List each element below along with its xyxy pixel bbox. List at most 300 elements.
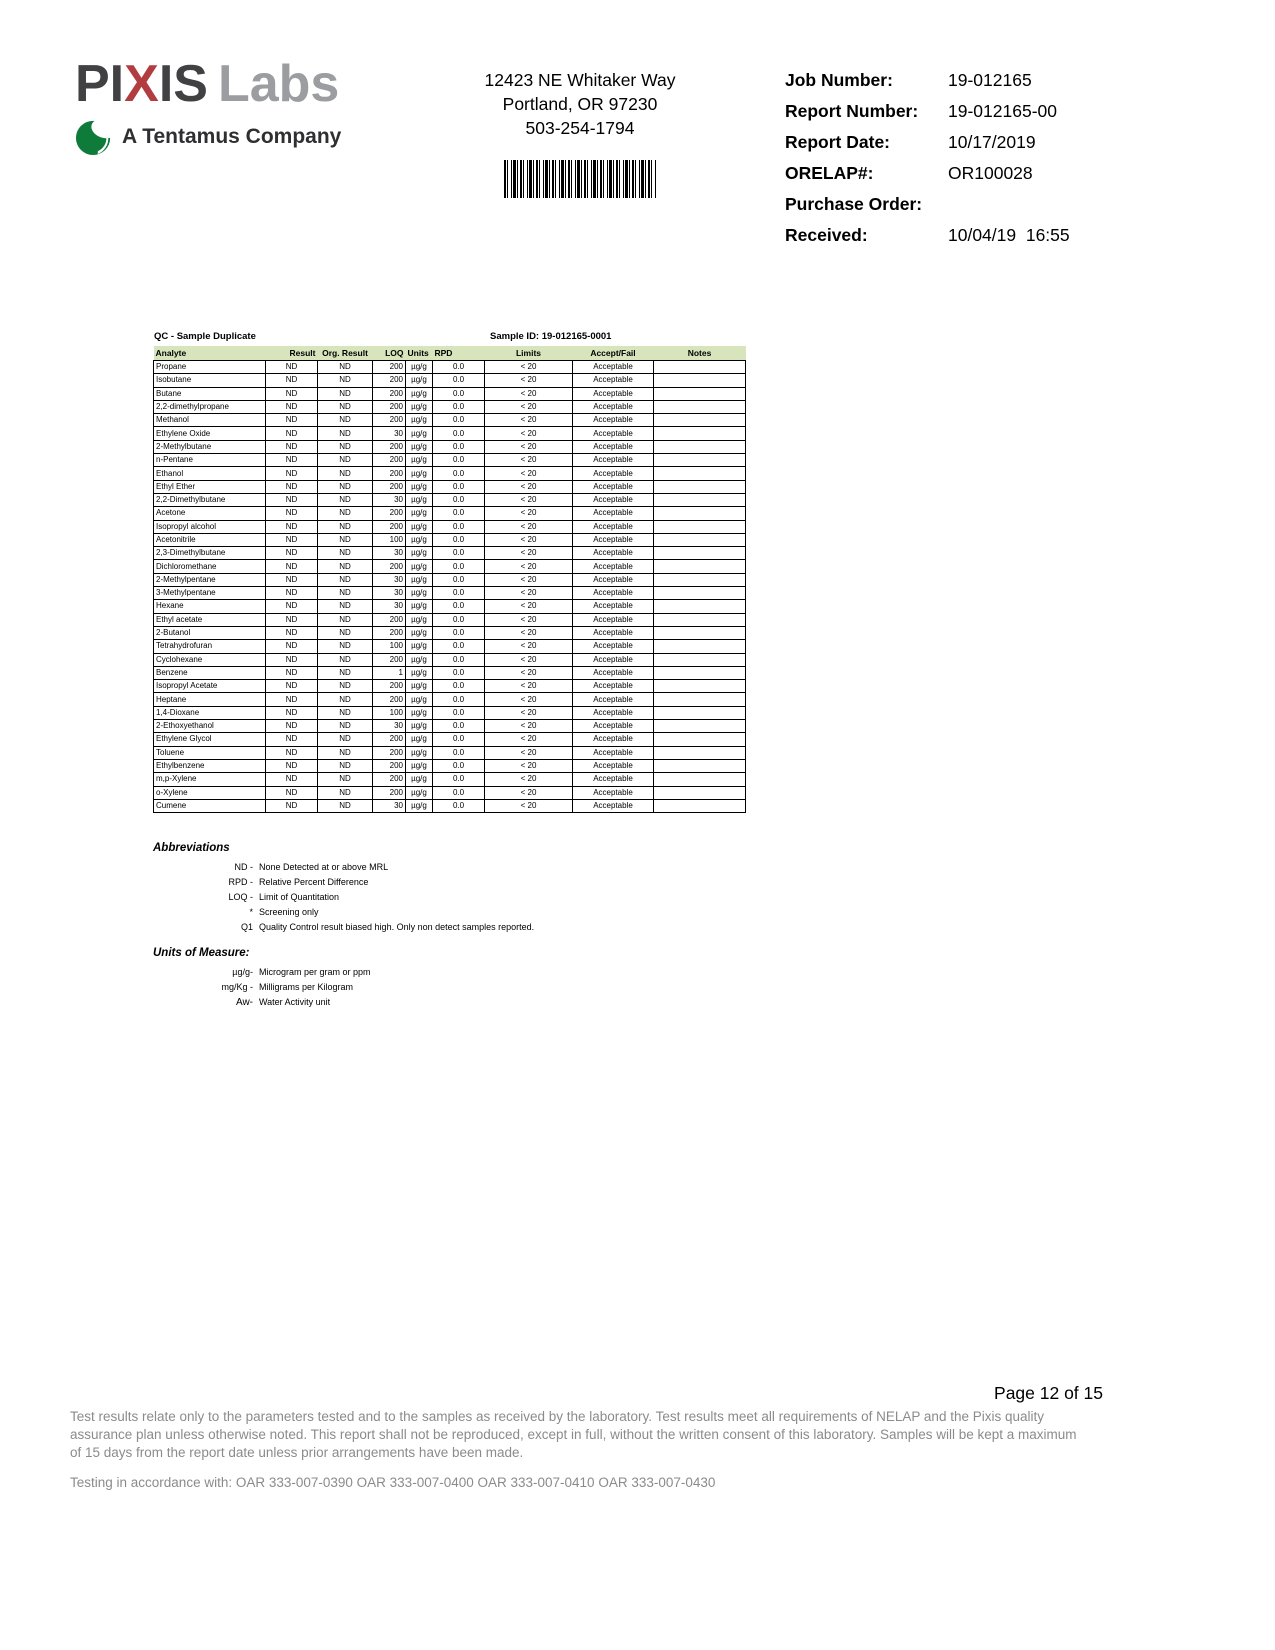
limits-cell: < 20 xyxy=(485,746,573,759)
qc-table-row xyxy=(154,547,746,560)
analyte-cell: Acetone xyxy=(154,507,266,520)
accept-fail-cell: Acceptable xyxy=(573,414,654,427)
accept-fail-cell: Acceptable xyxy=(573,427,654,440)
notes-cell xyxy=(654,680,746,693)
received-label: Received: xyxy=(785,225,868,245)
loq-cell: 200 xyxy=(373,387,406,400)
analyte-cell: 2-Ethoxyethanol xyxy=(154,720,266,733)
uom-mgkg-key: mg/Kg - xyxy=(221,982,253,992)
org-result-cell: ND xyxy=(318,374,373,387)
address-line1: 12423 NE Whitaker Way xyxy=(484,70,676,90)
limits-cell: < 20 xyxy=(485,626,573,639)
org-result-cell: ND xyxy=(318,706,373,719)
col-notes: Notes xyxy=(654,346,746,361)
analyte-cell: Isopropyl alcohol xyxy=(154,520,266,533)
accept-fail-cell: Acceptable xyxy=(573,480,654,493)
qc-table-row xyxy=(154,533,746,546)
limits-cell: < 20 xyxy=(485,640,573,653)
limits-cell: < 20 xyxy=(485,467,573,480)
units-cell: µg/g xyxy=(406,361,433,374)
qc-table-row xyxy=(154,493,746,506)
analyte-cell: Ethylbenzene xyxy=(154,759,266,772)
units-cell: µg/g xyxy=(406,733,433,746)
qc-table-row xyxy=(154,706,746,719)
units-cell: µg/g xyxy=(406,533,433,546)
abbr-nd-text: None Detected at or above MRL xyxy=(259,862,389,872)
org-result-cell: ND xyxy=(318,520,373,533)
org-result-cell: ND xyxy=(318,799,373,812)
units-cell: µg/g xyxy=(406,427,433,440)
result-cell: ND xyxy=(266,759,318,772)
result-cell: ND xyxy=(266,507,318,520)
accept-fail-cell: Acceptable xyxy=(573,680,654,693)
notes-cell xyxy=(654,533,746,546)
analyte-cell: 2-Butanol xyxy=(154,626,266,639)
loq-cell: 200 xyxy=(373,400,406,413)
rpd-cell: 0.0 xyxy=(433,454,485,467)
accept-fail-cell: Acceptable xyxy=(573,520,654,533)
loq-cell: 30 xyxy=(373,427,406,440)
limits-cell: < 20 xyxy=(485,613,573,626)
org-result-cell: ND xyxy=(318,666,373,679)
report-date-value: 10/17/2019 xyxy=(948,132,1036,152)
units-cell: µg/g xyxy=(406,507,433,520)
result-cell: ND xyxy=(266,733,318,746)
job-number-label: Job Number: xyxy=(785,70,893,90)
units-cell: µg/g xyxy=(406,759,433,772)
abbreviations-section xyxy=(153,842,534,938)
notes-cell xyxy=(654,640,746,653)
notes-cell xyxy=(654,374,746,387)
accept-fail-cell: Acceptable xyxy=(573,573,654,586)
notes-cell xyxy=(654,387,746,400)
lab-phone: 503-254-1794 xyxy=(525,118,635,138)
units-cell: µg/g xyxy=(406,773,433,786)
qc-sample-duplicate-section xyxy=(153,330,745,813)
qc-table-row xyxy=(154,626,746,639)
loq-cell: 30 xyxy=(373,799,406,812)
rpd-cell: 0.0 xyxy=(433,374,485,387)
rpd-cell: 0.0 xyxy=(433,773,485,786)
qc-table-row xyxy=(154,414,746,427)
loq-cell: 30 xyxy=(373,600,406,613)
result-cell: ND xyxy=(266,467,318,480)
units-cell: µg/g xyxy=(406,653,433,666)
qc-table-row xyxy=(154,640,746,653)
notes-cell xyxy=(654,454,746,467)
rpd-cell: 0.0 xyxy=(433,573,485,586)
limits-cell: < 20 xyxy=(485,587,573,600)
notes-cell xyxy=(654,414,746,427)
result-cell: ND xyxy=(266,693,318,706)
testing-accordance-text: Testing in accordance with: OAR 333-007-0390 OAR 333-007-0400 OAR 333-007-0410 OAR 333-007-0430 xyxy=(70,1475,716,1490)
notes-cell xyxy=(654,759,746,772)
qc-table-row xyxy=(154,613,746,626)
org-result-cell: ND xyxy=(318,786,373,799)
uom-aw-key: Aw- xyxy=(235,997,253,1008)
result-cell: ND xyxy=(266,600,318,613)
accept-fail-cell: Acceptable xyxy=(573,454,654,467)
accept-fail-cell: Acceptable xyxy=(573,720,654,733)
notes-cell xyxy=(654,733,746,746)
org-result-cell: ND xyxy=(318,773,373,786)
rpd-cell: 0.0 xyxy=(433,547,485,560)
units-cell: µg/g xyxy=(406,493,433,506)
limits-cell: < 20 xyxy=(485,560,573,573)
result-cell: ND xyxy=(266,773,318,786)
analyte-cell: m,p-Xylene xyxy=(154,773,266,786)
org-result-cell: ND xyxy=(318,600,373,613)
units-of-measure-section xyxy=(153,947,371,1013)
analyte-cell: Methanol xyxy=(154,414,266,427)
rpd-cell: 0.0 xyxy=(433,640,485,653)
result-cell: ND xyxy=(266,666,318,679)
limits-cell: < 20 xyxy=(485,666,573,679)
limits-cell: < 20 xyxy=(485,547,573,560)
limits-cell: < 20 xyxy=(485,400,573,413)
notes-cell xyxy=(654,493,746,506)
accept-fail-cell: Acceptable xyxy=(573,440,654,453)
analyte-cell: Cyclohexane xyxy=(154,653,266,666)
pixis-logo xyxy=(75,55,342,156)
org-result-cell: ND xyxy=(318,400,373,413)
limits-cell: < 20 xyxy=(485,733,573,746)
result-cell: ND xyxy=(266,400,318,413)
notes-cell xyxy=(654,560,746,573)
notes-cell xyxy=(654,626,746,639)
analyte-cell: Benzene xyxy=(154,666,266,679)
qc-table-row xyxy=(154,427,746,440)
rpd-cell: 0.0 xyxy=(433,666,485,679)
rpd-cell: 0.0 xyxy=(433,680,485,693)
loq-cell: 100 xyxy=(373,533,406,546)
accept-fail-cell: Acceptable xyxy=(573,587,654,600)
rpd-cell: 0.0 xyxy=(433,587,485,600)
units-cell: µg/g xyxy=(406,454,433,467)
accept-fail-cell: Acceptable xyxy=(573,666,654,679)
notes-cell xyxy=(654,573,746,586)
result-cell: ND xyxy=(266,573,318,586)
orelap-value: OR100028 xyxy=(948,163,1033,183)
limits-cell: < 20 xyxy=(485,427,573,440)
loq-cell: 200 xyxy=(373,786,406,799)
lab-address xyxy=(430,68,730,198)
org-result-cell: ND xyxy=(318,720,373,733)
loq-cell: 200 xyxy=(373,467,406,480)
notes-cell xyxy=(654,467,746,480)
limits-cell: < 20 xyxy=(485,706,573,719)
qc-table-row xyxy=(154,573,746,586)
disclaimer-text: Test results relate only to the parameters tested and to the samples as received by the laboratory. Test results meet all requirements of NELAP and the Pixis quality assurance plan unless otherwise noted. This report shall not be reproduced, except in full, without the written consent of this laboratory. Samples will be kept a maximum of 15 days from the report date unless prior arrangements have been made. xyxy=(70,1409,1077,1460)
result-cell: ND xyxy=(266,680,318,693)
org-result-cell: ND xyxy=(318,587,373,600)
result-cell: ND xyxy=(266,414,318,427)
result-cell: ND xyxy=(266,361,318,374)
report-number-value: 19-012165-00 xyxy=(948,101,1057,121)
units-cell: µg/g xyxy=(406,786,433,799)
page-number: Page 12 of 15 xyxy=(994,1383,1103,1403)
accept-fail-cell: Acceptable xyxy=(573,773,654,786)
col-accept-fail: Accept/Fail xyxy=(573,346,654,361)
org-result-cell: ND xyxy=(318,361,373,374)
analyte-cell: Isopropyl Acetate xyxy=(154,680,266,693)
org-result-cell: ND xyxy=(318,626,373,639)
loq-cell: 200 xyxy=(373,440,406,453)
units-cell: µg/g xyxy=(406,693,433,706)
loq-cell: 200 xyxy=(373,733,406,746)
limits-cell: < 20 xyxy=(485,573,573,586)
qc-table-row xyxy=(154,374,746,387)
accept-fail-cell: Acceptable xyxy=(573,759,654,772)
result-cell: ND xyxy=(266,374,318,387)
org-result-cell: ND xyxy=(318,640,373,653)
limits-cell: < 20 xyxy=(485,440,573,453)
notes-cell xyxy=(654,507,746,520)
rpd-cell: 0.0 xyxy=(433,467,485,480)
units-cell: µg/g xyxy=(406,799,433,812)
qc-table-row xyxy=(154,467,746,480)
analyte-cell: Cumene xyxy=(154,799,266,812)
notes-cell xyxy=(654,706,746,719)
rpd-cell: 0.0 xyxy=(433,427,485,440)
notes-cell xyxy=(654,653,746,666)
org-result-cell: ND xyxy=(318,613,373,626)
rpd-cell: 0.0 xyxy=(433,387,485,400)
rpd-cell: 0.0 xyxy=(433,626,485,639)
accept-fail-cell: Acceptable xyxy=(573,361,654,374)
org-result-cell: ND xyxy=(318,427,373,440)
accept-fail-cell: Acceptable xyxy=(573,387,654,400)
qc-table-row xyxy=(154,693,746,706)
loq-cell: 200 xyxy=(373,507,406,520)
loq-cell: 200 xyxy=(373,560,406,573)
notes-cell xyxy=(654,746,746,759)
notes-cell xyxy=(654,773,746,786)
loq-cell: 30 xyxy=(373,547,406,560)
units-cell: µg/g xyxy=(406,587,433,600)
accept-fail-cell: Acceptable xyxy=(573,653,654,666)
analyte-cell: Ethyl acetate xyxy=(154,613,266,626)
loq-cell: 1 xyxy=(373,666,406,679)
rpd-cell: 0.0 xyxy=(433,520,485,533)
limits-cell: < 20 xyxy=(485,414,573,427)
result-cell: ND xyxy=(266,480,318,493)
logo-pi: PI xyxy=(75,55,125,113)
qc-table-row xyxy=(154,773,746,786)
analyte-cell: Hexane xyxy=(154,600,266,613)
rpd-cell: 0.0 xyxy=(433,414,485,427)
rpd-cell: 0.0 xyxy=(433,693,485,706)
analyte-cell: Isobutane xyxy=(154,374,266,387)
org-result-cell: ND xyxy=(318,533,373,546)
accept-fail-cell: Acceptable xyxy=(573,560,654,573)
loq-cell: 200 xyxy=(373,653,406,666)
abbr-loq xyxy=(153,893,534,902)
col-result: Result xyxy=(266,346,318,361)
result-cell: ND xyxy=(266,454,318,467)
accept-fail-cell: Acceptable xyxy=(573,640,654,653)
uom-aw-text: Water Activity unit xyxy=(259,997,331,1007)
logo-is: IS xyxy=(158,55,208,113)
analyte-cell: Heptane xyxy=(154,693,266,706)
rpd-cell: 0.0 xyxy=(433,786,485,799)
limits-cell: < 20 xyxy=(485,799,573,812)
qc-table xyxy=(153,346,746,813)
org-result-cell: ND xyxy=(318,560,373,573)
abbr-q1-key: Q1 xyxy=(240,922,253,932)
loq-cell: 200 xyxy=(373,680,406,693)
rpd-cell: 0.0 xyxy=(433,720,485,733)
units-cell: µg/g xyxy=(406,573,433,586)
units-cell: µg/g xyxy=(406,680,433,693)
units-cell: µg/g xyxy=(406,467,433,480)
units-cell: µg/g xyxy=(406,640,433,653)
limits-cell: < 20 xyxy=(485,693,573,706)
qc-table-row xyxy=(154,733,746,746)
rpd-cell: 0.0 xyxy=(433,400,485,413)
barcode xyxy=(504,160,656,198)
rpd-cell: 0.0 xyxy=(433,361,485,374)
qc-table-row xyxy=(154,587,746,600)
qc-table-row xyxy=(154,759,746,772)
accept-fail-cell: Acceptable xyxy=(573,400,654,413)
notes-cell xyxy=(654,587,746,600)
analyte-cell: Acetonitrile xyxy=(154,533,266,546)
result-cell: ND xyxy=(266,653,318,666)
result-cell: ND xyxy=(266,613,318,626)
limits-cell: < 20 xyxy=(485,720,573,733)
analyte-cell: n-Pentane xyxy=(154,454,266,467)
loq-cell: 200 xyxy=(373,480,406,493)
address-line2: Portland, OR 97230 xyxy=(502,94,658,114)
analyte-cell: Ethylene Oxide xyxy=(154,427,266,440)
uom-mgkg-text: Milligrams per Kilogram xyxy=(259,982,354,992)
limits-cell: < 20 xyxy=(485,600,573,613)
accept-fail-cell: Acceptable xyxy=(573,693,654,706)
qc-table-row xyxy=(154,720,746,733)
loq-cell: 30 xyxy=(373,493,406,506)
notes-cell xyxy=(654,361,746,374)
loq-cell: 200 xyxy=(373,746,406,759)
analyte-cell: Propane xyxy=(154,361,266,374)
purchase-order-label: Purchase Order: xyxy=(785,194,923,214)
accept-fail-cell: Acceptable xyxy=(573,374,654,387)
result-cell: ND xyxy=(266,440,318,453)
units-cell: µg/g xyxy=(406,626,433,639)
rpd-cell: 0.0 xyxy=(433,493,485,506)
rpd-cell: 0.0 xyxy=(433,533,485,546)
org-result-cell: ND xyxy=(318,547,373,560)
loq-cell: 200 xyxy=(373,613,406,626)
uom-ugg xyxy=(153,968,371,977)
analyte-cell: Ethanol xyxy=(154,467,266,480)
org-result-cell: ND xyxy=(318,653,373,666)
limits-cell: < 20 xyxy=(485,653,573,666)
loq-cell: 30 xyxy=(373,587,406,600)
notes-cell xyxy=(654,520,746,533)
notes-cell xyxy=(654,613,746,626)
analyte-cell: 2,3-Dimethylbutane xyxy=(154,547,266,560)
qc-table-row xyxy=(154,786,746,799)
units-cell: µg/g xyxy=(406,480,433,493)
accept-fail-cell: Acceptable xyxy=(573,507,654,520)
job-number-row xyxy=(785,70,1125,91)
notes-cell xyxy=(654,400,746,413)
limits-cell: < 20 xyxy=(485,374,573,387)
org-result-cell: ND xyxy=(318,454,373,467)
accept-fail-cell: Acceptable xyxy=(573,547,654,560)
analyte-cell: Ethyl Ether xyxy=(154,480,266,493)
result-cell: ND xyxy=(266,427,318,440)
sample-id: Sample ID: 19-012165-0001 xyxy=(490,331,612,342)
result-cell: ND xyxy=(266,706,318,719)
rpd-cell: 0.0 xyxy=(433,507,485,520)
accept-fail-cell: Acceptable xyxy=(573,600,654,613)
loq-cell: 30 xyxy=(373,573,406,586)
accept-fail-cell: Acceptable xyxy=(573,493,654,506)
loq-cell: 200 xyxy=(373,693,406,706)
limits-cell: < 20 xyxy=(485,493,573,506)
units-cell: µg/g xyxy=(406,746,433,759)
rpd-cell: 0.0 xyxy=(433,600,485,613)
units-cell: µg/g xyxy=(406,547,433,560)
analyte-cell: 2-Methylbutane xyxy=(154,440,266,453)
result-cell: ND xyxy=(266,640,318,653)
notes-cell xyxy=(654,440,746,453)
uom-ugg-key: µg/g- xyxy=(232,967,253,977)
org-result-cell: ND xyxy=(318,440,373,453)
qc-table-row xyxy=(154,600,746,613)
qc-table-header-row xyxy=(154,346,746,361)
result-cell: ND xyxy=(266,547,318,560)
orelap-row xyxy=(785,163,1125,184)
limits-cell: < 20 xyxy=(485,507,573,520)
rpd-cell: 0.0 xyxy=(433,613,485,626)
units-cell: µg/g xyxy=(406,400,433,413)
received-row xyxy=(785,225,1125,246)
org-result-cell: ND xyxy=(318,493,373,506)
units-cell: µg/g xyxy=(406,520,433,533)
result-cell: ND xyxy=(266,387,318,400)
limits-cell: < 20 xyxy=(485,759,573,772)
notes-cell xyxy=(654,480,746,493)
loq-cell: 200 xyxy=(373,361,406,374)
col-org-result: Org. Result xyxy=(318,346,373,361)
org-result-cell: ND xyxy=(318,733,373,746)
abbr-screening xyxy=(153,908,534,917)
accept-fail-cell: Acceptable xyxy=(573,733,654,746)
qc-table-row xyxy=(154,799,746,812)
pixis-logo-text xyxy=(75,55,341,113)
rpd-cell: 0.0 xyxy=(433,560,485,573)
rpd-cell: 0.0 xyxy=(433,440,485,453)
org-result-cell: ND xyxy=(318,467,373,480)
abbr-loq-key: LOQ - xyxy=(228,892,253,902)
analyte-cell: 2,2-dimethylpropane xyxy=(154,400,266,413)
qc-table-row xyxy=(154,680,746,693)
uom-mgkg xyxy=(153,983,371,992)
analyte-cell: Dichloromethane xyxy=(154,560,266,573)
loq-cell: 30 xyxy=(373,720,406,733)
result-cell: ND xyxy=(266,799,318,812)
org-result-cell: ND xyxy=(318,693,373,706)
qc-table-row xyxy=(154,520,746,533)
org-result-cell: ND xyxy=(318,746,373,759)
notes-cell xyxy=(654,547,746,560)
tagline-text: A Tentamus Company xyxy=(122,125,342,148)
abbr-screening-key: * xyxy=(249,907,253,917)
qc-table-row xyxy=(154,361,746,374)
